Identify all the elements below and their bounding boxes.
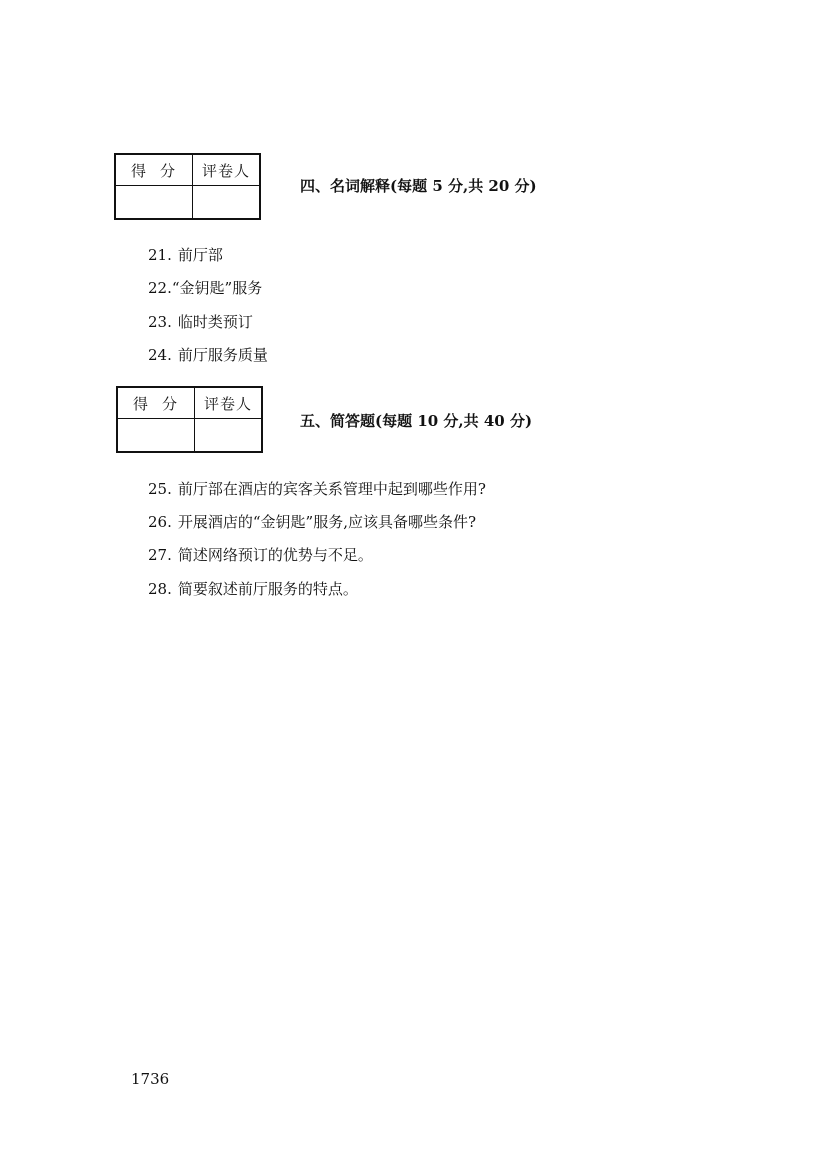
score-cell (115, 186, 193, 220)
grader-cell (195, 419, 263, 453)
question-text: 简述网络预订的优势与不足。 (177, 546, 373, 564)
question-text: 前厅部在酒店的宾客关系管理中起到哪些作用? (177, 480, 486, 498)
question-item (148, 244, 223, 265)
question-number: 21. (148, 246, 172, 264)
question-text: 前厅服务质量 (177, 346, 268, 364)
question-number: 25. (148, 480, 172, 498)
question-number: 22. (148, 279, 172, 297)
question-number: 26. (148, 513, 172, 531)
question-text: 简要叙述前厅服务的特点。 (177, 580, 358, 598)
question-item (148, 544, 373, 565)
question-item (148, 578, 358, 599)
grader-label: 评卷人 (193, 154, 261, 186)
grader-label: 评卷人 (195, 387, 263, 419)
question-item (148, 277, 262, 298)
question-item (148, 344, 268, 365)
grader-cell (193, 186, 261, 220)
score-label: 得分 (117, 387, 195, 419)
question-number: 23. (148, 313, 172, 331)
question-text: 开展酒店的“金钥匙”服务,应该具备哪些条件? (177, 513, 477, 531)
section-heading: 五、简答题(每题 10 分,共 40 分) (300, 412, 533, 430)
question-number: 24. (148, 346, 172, 364)
score-cell (117, 419, 195, 453)
question-text: 前厅部 (177, 246, 223, 264)
page-number: 1736 (131, 1070, 170, 1088)
score-label: 得分 (115, 154, 193, 186)
question-item (148, 478, 486, 499)
score-table (116, 386, 263, 453)
question-text: 临时类预订 (177, 313, 253, 331)
section-heading: 四、名词解释(每题 5 分,共 20 分) (300, 177, 537, 195)
question-number: 28. (148, 580, 172, 598)
question-text: “金钥匙”服务 (171, 279, 263, 297)
question-item (148, 311, 253, 332)
question-item (148, 511, 476, 532)
score-table (114, 153, 261, 220)
question-number: 27. (148, 546, 172, 564)
